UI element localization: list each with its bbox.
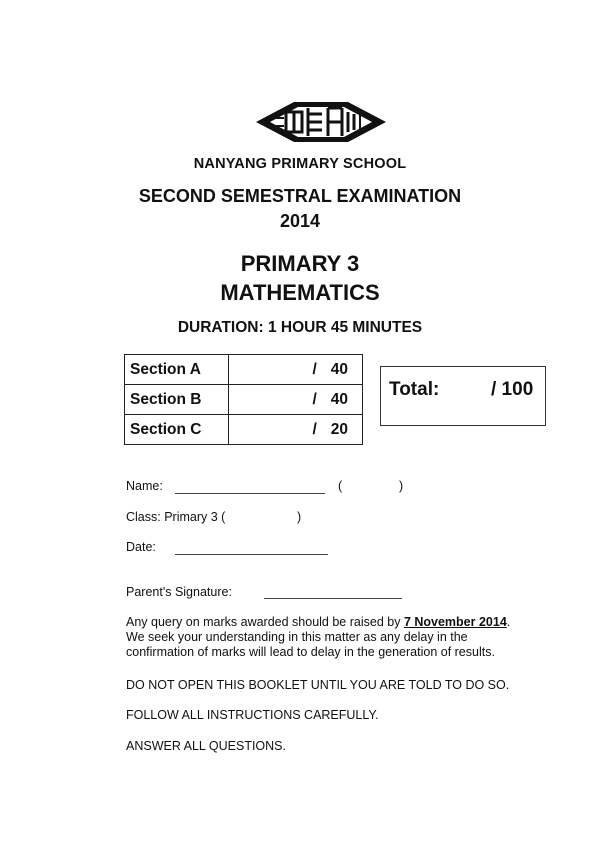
marks-query-notice bbox=[126, 615, 556, 660]
section-c-max: 20 bbox=[330, 420, 348, 438]
parent-signature-line[interactable] bbox=[264, 598, 402, 599]
notice-line-3: confirmation of marks will lead to delay in the generation of results. bbox=[126, 645, 495, 659]
name-close-paren: ) bbox=[399, 479, 404, 493]
date-label: Date: bbox=[126, 540, 156, 554]
section-b-max: 40 bbox=[330, 390, 348, 408]
table-row bbox=[125, 355, 363, 385]
section-c-label: Section C bbox=[125, 415, 229, 445]
name-input-line[interactable] bbox=[175, 493, 325, 494]
section-a-max: 40 bbox=[330, 360, 348, 378]
section-c-score-cell[interactable] bbox=[229, 415, 363, 445]
school-name: NANYANG PRIMARY SCHOOL bbox=[193, 156, 407, 172]
instruction-answer-all: ANSWER ALL QUESTIONS. bbox=[126, 739, 286, 753]
instruction-do-not-open: DO NOT OPEN THIS BOOKLET UNTIL YOU ARE TOLD TO DO SO. bbox=[126, 678, 510, 692]
total-value: / 100 bbox=[491, 379, 534, 400]
slash: / bbox=[312, 420, 317, 438]
query-deadline-date: 7 November 2014 bbox=[403, 615, 507, 629]
exam-year: 2014 bbox=[279, 211, 321, 231]
section-b-label: Section B bbox=[125, 385, 229, 415]
level-title: PRIMARY 3 bbox=[240, 251, 360, 276]
school-logo-icon bbox=[256, 94, 386, 150]
section-a-label: Section A bbox=[125, 355, 229, 385]
date-input-line[interactable] bbox=[175, 554, 328, 555]
total-score-box[interactable] bbox=[380, 366, 546, 426]
notice-line-1-prefix: Any query on marks awarded should be raised by bbox=[126, 615, 404, 629]
total-label: Total: bbox=[389, 379, 440, 400]
instruction-follow: FOLLOW ALL INSTRUCTIONS CAREFULLY. bbox=[126, 708, 379, 722]
exam-title: SECOND SEMESTRAL EXAMINATION bbox=[138, 186, 462, 206]
class-close-paren: ) bbox=[297, 510, 302, 524]
name-label: Name: bbox=[126, 479, 163, 493]
class-label: Class: Primary 3 ( bbox=[126, 510, 226, 524]
notice-line-2: We seek your understanding in this matter as any delay in the bbox=[126, 630, 468, 644]
subject-title: MATHEMATICS bbox=[220, 280, 380, 305]
section-b-score-cell[interactable] bbox=[229, 385, 363, 415]
name-open-paren: ( bbox=[338, 479, 343, 493]
table-row bbox=[125, 415, 363, 445]
section-a-score-cell[interactable] bbox=[229, 355, 363, 385]
section-scores-table bbox=[124, 354, 363, 445]
parent-signature-label: Parent's Signature: bbox=[126, 585, 232, 599]
duration-text: DURATION: 1 HOUR 45 MINUTES bbox=[177, 319, 423, 336]
table-row bbox=[125, 385, 363, 415]
slash: / bbox=[312, 360, 317, 378]
slash: / bbox=[312, 390, 317, 408]
notice-line-1-suffix: . bbox=[506, 615, 511, 629]
notice-line-1 bbox=[126, 615, 556, 630]
